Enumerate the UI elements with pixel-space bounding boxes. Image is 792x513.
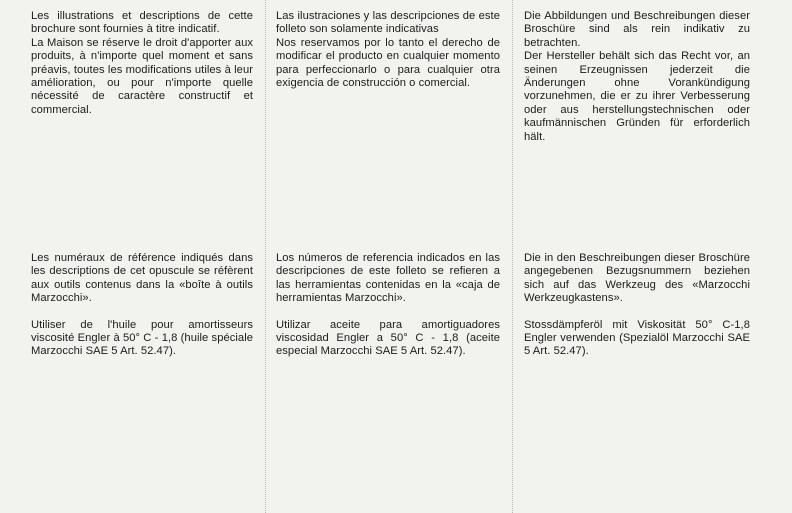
disclaimer-spanish-sentence-2: Nos reservamos por lo tanto el derecho de modificar el producto en cualquier momento para perfeccionarlo o para cualquier otra exigencia de construcción o comercial. — [276, 36, 500, 90]
disclaimer-spanish — [276, 10, 500, 90]
tool-reference-note-spanish: Los números de referencia indicados en las descripciones de este folleto se refieren a las herramientas contenidas en la «caja de herramientas Marzocchi». — [276, 252, 500, 305]
tool-reference-note-french: Les numéraux de référence indiqués dans les descriptions de cet opuscule se réfèrent aux outils contenus dans la «boîte à outils Marzocchi». — [31, 252, 253, 305]
tool-and-oil-notes-german — [524, 252, 750, 359]
disclaimer-german — [524, 10, 750, 144]
tool-and-oil-notes-spanish — [276, 252, 500, 359]
tool-reference-note-german: Die in den Beschreibungen dieser Broschüre angegebenen Bezugsnummern beziehen sich auf das Werkzeug des «Marzocchi Werkzeugkastens». — [524, 252, 750, 305]
tool-and-oil-notes-french — [31, 252, 253, 359]
disclaimer-french-sentence-1: Les illustrations et descriptions de cette brochure sont fournies à titre indicatif. — [31, 10, 253, 36]
disclaimer-german-sentence-2: Der Hersteller behält sich das Recht vor, an seinen Erzeugnissen jederzeit die Änderungen ohne Vorankündigung vorzunehmen, die er zu ihrer Verbesserung oder aus herstellungstechnischen oder kaufmännischen Gründen für erforderlich hält. — [524, 50, 750, 143]
oil-specification-german: Stossdämpferöl mit Viskosität 50° C-1,8 Engler verwenden (Spezialöl Marzocchi SAE 5 Art. 52.47). — [524, 318, 750, 358]
disclaimer-french-sentence-2: La Maison se réserve le droit d'apporter aux produits, à n'importe quel moment et sans préavis, toutes les modifications utiles à leur amélioration, ou pour n'importe quelle nécessité de caractère constructif et commercial. — [31, 36, 253, 116]
disclaimer-spanish-sentence-1: Las ilustraciones y las descripciones de este folleto son solamente indicativas — [276, 10, 500, 36]
column-divider-left — [265, 0, 266, 513]
oil-specification-french: Utiliser de l'huile pour amortisseurs viscosité Engler à 50° C - 1,8 (huile spéciale Marzocchi SAE 5 Art. 52.47). — [31, 318, 253, 358]
disclaimer-german-sentence-1: Die Abbildungen und Beschreibungen dieser Broschüre sind als rein indikativ zu betrachten. — [524, 10, 750, 49]
oil-specification-spanish: Utilizar aceite para amortiguadores viscosidad Engler a 50° C - 1,8 (aceite especial Marzocchi SAE 5 Art. 52.47). — [276, 318, 500, 358]
column-divider-right — [512, 0, 513, 513]
disclaimer-french — [31, 10, 253, 117]
